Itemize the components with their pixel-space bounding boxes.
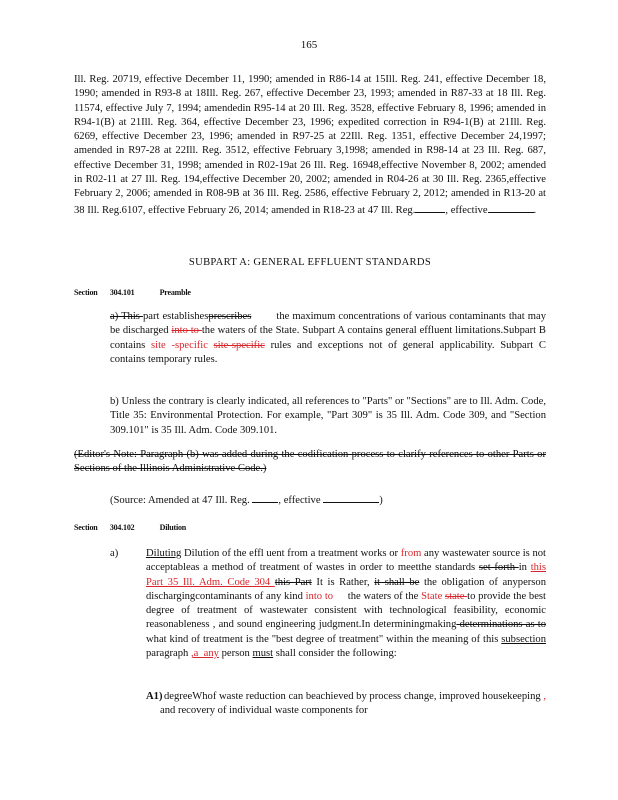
section-label: Section xyxy=(74,523,98,532)
text-run: person xyxy=(218,648,253,660)
text-run: paragraph xyxy=(146,648,191,660)
dilution-sub1-label: A1) xyxy=(146,691,163,702)
source-blank-1 xyxy=(252,492,278,503)
section-number: 304.101 xyxy=(109,288,135,297)
section-label: Section xyxy=(74,288,98,297)
text-run: the obligation of anyperson dischargingcontaminants of any kind xyxy=(146,576,547,602)
source-note xyxy=(110,492,550,508)
history-effective: , effective xyxy=(445,204,488,216)
deleted-red-text: state xyxy=(445,590,468,602)
text-run: part establishes xyxy=(142,311,209,322)
text-run: the waters of the State. Subpart A contains general effluent limitations.Subpart B contains xyxy=(110,325,546,351)
text-run: b) Unless the contrary is clearly indicated, all references to "Parts" or "Sections" are to Ill. Adm. Code, Title 35: Environmental Protection. For example, "Part 309" is 35 Ill. Adm. Code 309, and "Section 309.101" is 35 Ill. Adm. Code 309.101. xyxy=(110,396,546,436)
deleted-text: prescribes xyxy=(208,311,252,322)
text-run: rules and exceptions not of general applicability. Subpart C contains temporary rules. xyxy=(110,339,546,365)
inserted-text: Diluting xyxy=(146,548,182,559)
history-blank-2 xyxy=(488,202,534,213)
text-run: , effective xyxy=(278,495,321,506)
deleted-text: it shall be xyxy=(374,576,420,588)
history-end: . xyxy=(533,204,537,216)
text-run: any wastewater source is not acceptableas a method of treatment of wastes in order to meetthe standards xyxy=(146,548,546,574)
text-run: (Source: Amended at 47 Ill. Reg. xyxy=(110,495,250,506)
text-run: degreeWhof waste reduction can beachieved by process change, improved housekeeping xyxy=(164,691,541,702)
text-run: and recovery of individual waste components for xyxy=(160,705,368,717)
section-number: 304.102 xyxy=(109,523,135,532)
history-paragraph xyxy=(74,73,546,218)
section-title: Preamble xyxy=(159,288,191,297)
preamble-para-b xyxy=(110,395,546,438)
deleted-text: determinations as to xyxy=(456,619,546,631)
text-run: what kind of treatment is the "best degree of treatment" within the meaning of this xyxy=(146,633,502,645)
deleted-text xyxy=(336,591,348,602)
inserted-red-text: into to xyxy=(305,590,336,602)
text-run: the waters of the xyxy=(347,590,422,602)
dilution-para-a-label: a) xyxy=(110,548,119,559)
text-run: the maximum concentrations of various contaminants that may be discharged xyxy=(110,311,546,337)
preamble-para-a xyxy=(110,310,546,367)
text-run: It is Rather, xyxy=(311,576,375,588)
deleted-red-text: site-specific xyxy=(213,339,265,351)
subpart-heading: SUBPART A: GENERAL EFFLUENT STANDARDS xyxy=(188,257,432,268)
editors-note: (Editor's Note: Paragraph (b) was added during the codification process to clarify references to other Parts or Sections of the Illinois Administrative Code.) xyxy=(74,449,546,475)
text-run: to provide the best degree of treatment of wastewater consistent with technological feasibility, economic reasonableness , and sound engineering judgment.In xyxy=(146,590,546,631)
history-text: Ill. Reg. 20719, effective December 11, 1990; amended in R86-14 at 15Ill. Reg. 241, effective December 18, 1990; amended in R93-8 at 18Ill. Reg. 267, effective December 23, 1993; amended in R87-33 at 18 Ill. Reg. 11574, effective July 7, 1994; amendedin R95-14 at 20 Ill. Reg. 3528, effective February 8, 1996; amended in R94-1(B) at 21Ill. Reg. 364, effective December 23, 1996; expedited correction in R94-1(B) at 21Ill. Reg. 6269, effective December 23, 1996; amended in R97-25 at 22Ill. Reg. 1351, effective December 24,1997; amended in R97-28 at 22Ill. Reg. 3512, effective February 3,1998; amended in R98-14 at 23 Ill. Reg. 687, effective December 31, 1998; amended in R02-19at 26 Ill. Reg. 16948,effective November 8, 2002; amended in R02-11 at 27 Ill. Reg. 194,effective December 20, 2002; amended in R04-26 at 30 Ill. Reg. 2365,effective February 2, 2006; amended in R08-9B at 36 Ill. Reg. 2586, effective February 2, 2012; amended in R13-20 at 38 Ill. Reg.6107, effective February 26, 2014; amended in R18-23 at 47 Ill. Reg. xyxy=(74,74,546,216)
section-304-101-heading xyxy=(74,286,374,300)
text-run: ) xyxy=(379,495,383,506)
inserted-red-text: this Part 35 Ill. Adm. Code 304 xyxy=(146,562,546,588)
section-title: Dilution xyxy=(159,523,187,532)
source-blank-2 xyxy=(323,492,379,503)
dilution-para-a xyxy=(146,547,546,661)
section-304-102-heading xyxy=(74,521,374,535)
inserted-red-text: from xyxy=(400,548,422,559)
deleted-text: this Part xyxy=(274,576,312,588)
text-run: Dilution of the effl uent from a treatment works or xyxy=(181,548,401,559)
text-run: in xyxy=(518,562,531,574)
page-number: 165 xyxy=(300,39,318,51)
inserted-red-text: ,a_any xyxy=(191,648,219,660)
deleted-text: a) This xyxy=(110,311,143,322)
text-run: determiningmaking xyxy=(373,619,457,631)
inserted-red-text: site -specific xyxy=(151,339,214,351)
inserted-red-text: , xyxy=(540,691,547,702)
inserted-text: must xyxy=(252,648,274,660)
inserted-text: subsection xyxy=(501,633,546,645)
deleted-red-text: into to xyxy=(171,325,202,337)
history-blank-1 xyxy=(415,202,445,213)
inserted-red-text: State xyxy=(421,590,446,602)
dilution-sub1 xyxy=(160,690,546,719)
deleted-text: set forth xyxy=(478,562,519,574)
text-run: shall consider the following: xyxy=(273,648,397,660)
